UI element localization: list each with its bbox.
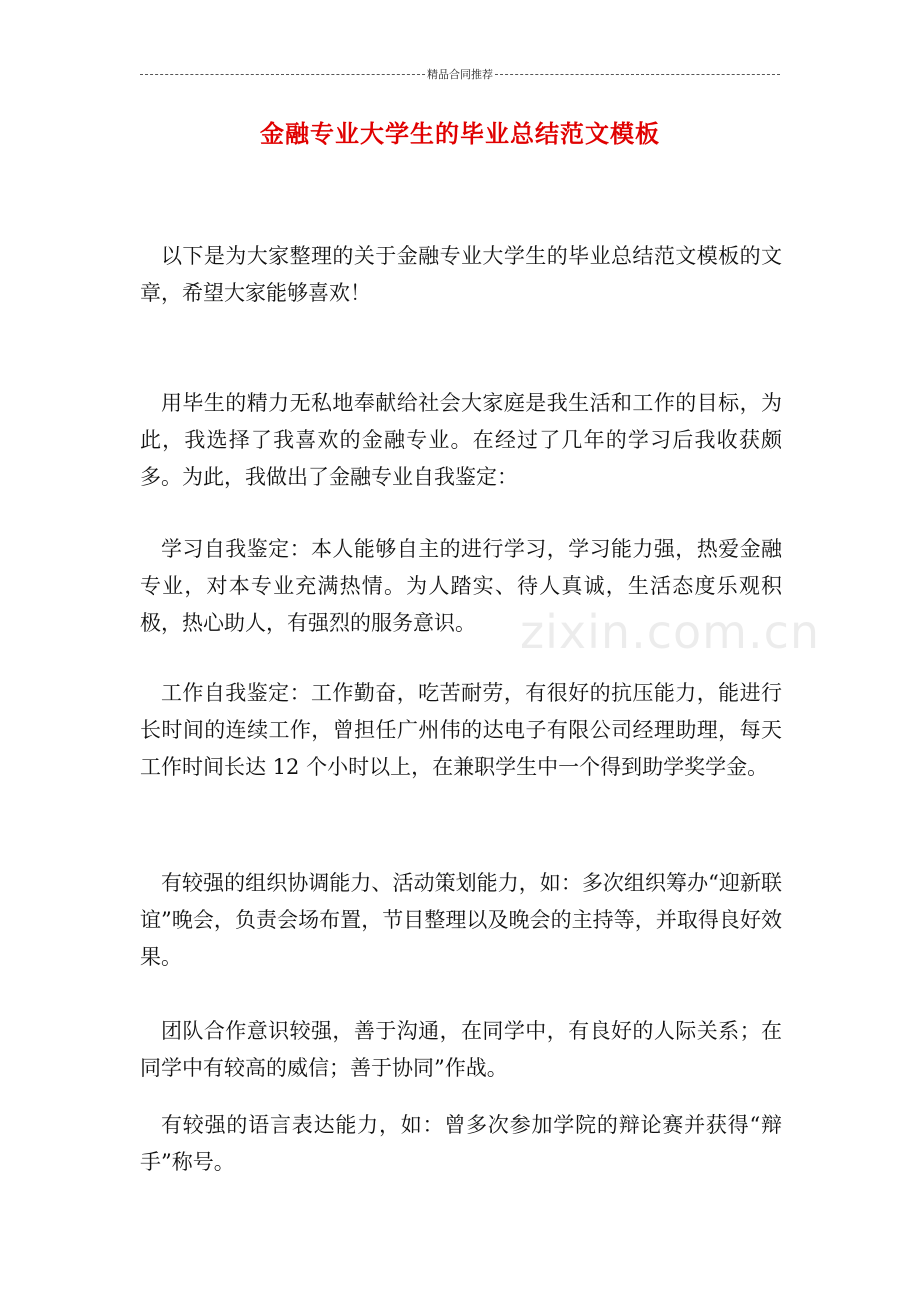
header-dash-left <box>140 74 425 75</box>
body-paragraph: 团队合作意识较强，善于沟通，在同学中，有良好的人际关系；在同学中有较高的威信；善于协同”作战。 <box>140 1019 782 1080</box>
header-dash-right <box>495 74 780 75</box>
body-paragraph: 学习自我鉴定：本人能够自主的进行学习，学习能力强，热爱金融专业，对本专业充满热情。为人踏实、待人真诚，生活态度乐观积极，热心助人，有强烈的服务意识。 <box>140 537 782 635</box>
body-paragraph: 有较强的组织协调能力、活动策划能力，如：多次组织筹办“迎新联谊”晚会，负责会场布置，节目整理以及晚会的主持等，并取得良好效果。 <box>140 871 782 969</box>
header-rule <box>140 64 780 84</box>
document-title: 金融专业大学生的毕业总结范文模板 <box>260 120 660 148</box>
body-paragraph: 工作自我鉴定：工作勤奋，吃苦耐劳，有很好的抗压能力，能进行长时间的连续工作，曾担任广州伟的达电子有限公司经理助理，每天工作时间长达 12 个小时以上，在兼职学生中一个得到助学奖学金。 <box>140 681 782 779</box>
body-paragraph: 用毕生的精力无私地奉献给社会大家庭是我生活和工作的目标，为此，我选择了我喜欢的金融专业。在经过了几年的学习后我收获颇多。为此，我做出了金融专业自我鉴定： <box>140 391 782 489</box>
body-paragraph: 有较强的语言表达能力，如：曾多次参加学院的辩论赛并获得“辩手”称号。 <box>140 1113 782 1174</box>
header-label: 精品合同推荐 <box>427 68 493 81</box>
intro-paragraph: 以下是为大家整理的关于金融专业大学生的毕业总结范文模板的文章，希望大家能够喜欢！ <box>140 244 782 305</box>
watermark-logo: zixin.com.cn <box>520 605 821 659</box>
